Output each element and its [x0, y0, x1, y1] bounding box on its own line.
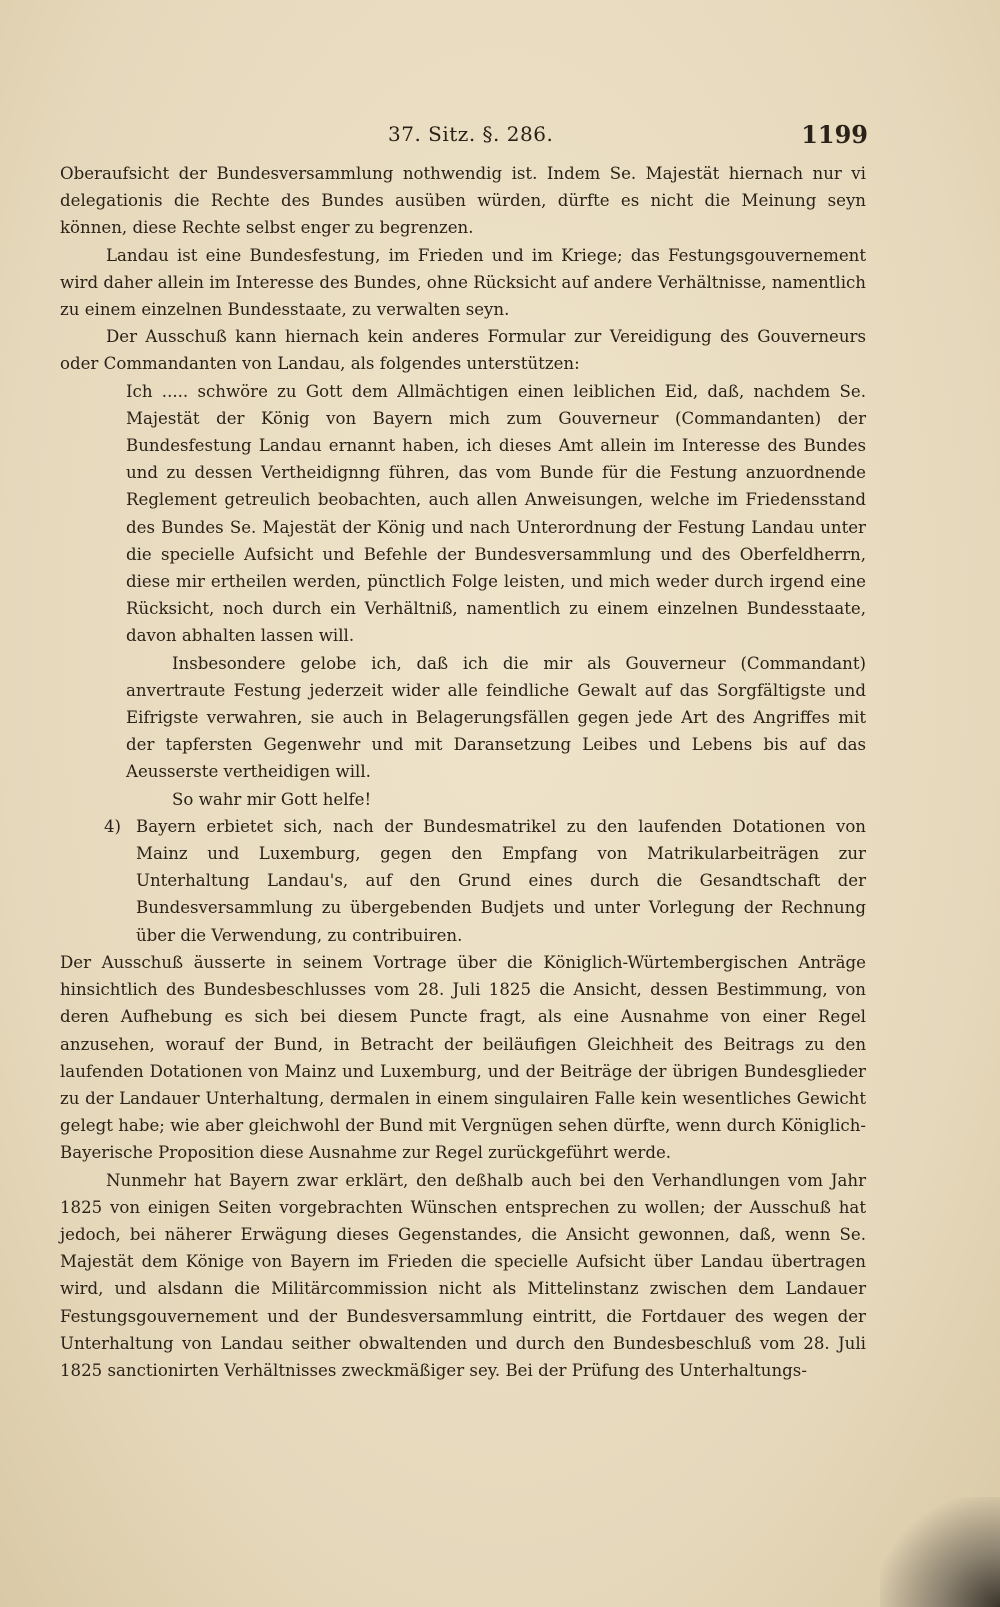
page-number: 1199 [801, 120, 868, 149]
paragraph-continuation: Oberaufsicht der Bundesversammlung nothwendig ist. Indem Se. Majestät hiernach nur vi delegationis die Rechte des Bundes ausüben würden, dürfte es nicht die Meinung seyn können, diese Rechte selbst enger zu begrenzen. [60, 164, 866, 238]
paragraph-oath-formula-intro: Der Ausschuß kann hiernach kein anderes Formular zur Vereidigung des Gouverneurs oder Commandanten von Landau, als folgendes unterstützen: [60, 327, 866, 374]
numbered-item-4 [60, 813, 866, 949]
page-body [60, 160, 866, 1384]
running-head: 37. Sitz. §. 286. [388, 122, 554, 146]
oath-closing: So wahr mir Gott helfe! [172, 789, 372, 809]
item-4-text: Bayern erbietet sich, nach der Bundesmatrikel zu den laufenden Dotationen von Mainz und Luxemburg, gegen den Empfang von Matrikularbeiträgen zur Unterhaltung Landau's, auf den Grund eines durch die Gesandtschaft der Bundesversammlung zu übergebenden Budjets und unter Vorlegung der Rechnung über die Verwendung, zu contribuiren. [136, 816, 866, 945]
oath-text-part-2: Insbesondere gelobe ich, daß ich die mir als Gouverneur (Commandant) anvertraute Festung jederzeit wider alle feindliche Gewalt auf das Sorgfältigste und Eifrigste verwahren, sie auch in Belagerungsfällen gegen jede Art des Angriffes mit der tapfersten Gegenwehr und mit Daransetzung Leibes und Lebens bis auf das Aeusserste vertheidigen will. [126, 653, 866, 782]
oath-text-part-1: Ich ..... schwöre zu Gott dem Allmächtigen einen leiblichen Eid, daß, nachdem Se. Majestät der König von Bayern mich zum Gouverneur (Commandanten) der Bundesfestung Landau ernannt haben, ich dieses Amt allein im Interesse des Bundes und zu dessen Vertheidignng führen, das vom Bunde für die Festung anzuordnende Reglement getreulich beobachten, auch allen Anweisungen, welche im Friedensstand des Bundes Se. Majestät der König und nach Unterordnung der Festung Landau unter die specielle Aufsicht und Befehle der Bundesversammlung und des Oberfeldherrn, diese mir ertheilen werden, pünctlich Folge leisten, und mich weder durch irgend eine Rücksicht, noch durch ein Verhältniß, namentlich zu einem einzelnen Bundesstaate, davon abhalten lassen will. [126, 381, 866, 646]
item-number: 4) [104, 816, 122, 836]
page-corner-shadow [880, 1497, 1000, 1607]
paragraph-bavaria-declaration: Nunmehr hat Bayern zwar erklärt, den deßhalb auch bei den Verhandlungen vom Jahr 1825 von einigen Seiten vorgebrachten Wünschen entsprechen zu wollen; der Ausschuß hat jedoch, bei näherer Erwägung dieses Gegenstandes, die Ansicht gewonnen, daß, wenn Se. Majestät dem Könige von Bayern im Frieden die specielle Aufsicht über Landau übertragen wird, und alsdann die Militärcommission nicht als Mittelinstanz zwischen dem Landauer Festungsgouvernement und der Bundesversammlung eintritt, die Fortdauer des wegen der Unterhaltung von Landau seither obwaltenden und durch den Bundesbeschluß vom 28. Juli 1825 sanctionirten Verhältnisses zweckmäßiger sey. Bei der Prüfung des Unterhaltungs- [60, 1170, 866, 1380]
page-header [58, 120, 868, 154]
paragraph-landau-fortress: Landau ist eine Bundesfestung, im Frieden und im Kriege; das Festungsgouvernement wird daher allein im Interesse des Bundes, ohne Rücksicht auf andere Verhältnisse, namentlich zu einem einzelnen Bundesstaate, zu verwalten seyn. [60, 245, 866, 320]
oath-formula [126, 378, 866, 813]
paragraph-committee-report: Der Ausschuß äusserte in seinem Vortrage über die Königlich-Würtembergischen Anträge hinsichtlich des Bundesbeschlusses vom 28. Juli 1825 die Ansicht, dessen Bestimmung, von deren Aufhebung es sich bei diesem Puncte fragt, als eine Ausnahme von einer Regel anzusehen, worauf der Bund, in Betracht der beiläufigen Gleichheit des Beitrags zu den laufenden Dotationen von Mainz und Luxemburg, und der Beiträge der übrigen Bundesglieder zu der Landauer Unterhaltung, dermalen in einem singulairen Falle kein wesentliches Gewicht gelegt habe; wie aber gleichwohl der Bund mit Vergnügen sehen dürfte, wenn durch Königlich-Bayerische Proposition diese Ausnahme zur Regel zurückgeführt werde. [60, 952, 866, 1163]
